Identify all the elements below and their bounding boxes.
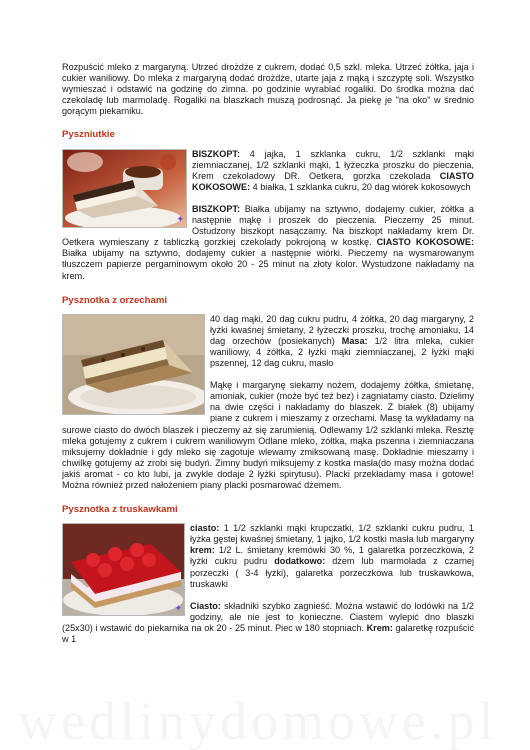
text-run: 1/2 litra mleka, cukier waniliowy, 4 żółtka, 2 łyżki mąki ziemniaczanej, 2 łyżki mąki pszennej, 12 dag cukru, masło <box>210 335 474 369</box>
recipe-photo <box>62 314 205 415</box>
text-run: Białka ubijamy na sztywno, dodajemy cukier a następnie wiórki. Pieczemy na wysmarowanym tłuszczem papierze pergaminowym około 20 - 25 minut na złoty kolor. Wystudzone nakładamy na krem. <box>62 248 474 281</box>
text-run: 4 jajka, 1 szklanka cukru, 1/2 szklanki mąki ziemniaczanej, 1/2 szklanki mąki, 1 łyżeczka proszku do pieczenia, Krem czekoladowy DR. Oetkera, gorzka czekolada <box>192 148 474 181</box>
recipe-pysznotka-z-truskawkami <box>62 504 474 645</box>
text-run: Białka ubijamy na sztywno, dodajemy cukier, żółtka a następnie mąkę i proszek do pieczenia. Pieczemy 25 minut. Ostudzony biszkopt nasączamy. Na biszkopt nakładamy krem Dr. Oetkera wymieszany z tabliczką gorzkiej czekolady pokrojoną w kostkę. <box>62 203 474 248</box>
bold-label: BISZKOPT: <box>192 148 240 159</box>
recipe-pysznotka-z-orzechami <box>62 295 474 492</box>
recipe-title: Pyszniutkie <box>62 129 115 141</box>
bold-label: BISZKOPT: <box>192 203 240 214</box>
bold-label: CIASTO KOKOSOWE: <box>376 237 474 248</box>
bold-label: Masa: <box>341 335 368 346</box>
recipe-title: Pysznotka z truskawkami <box>62 504 178 516</box>
text-run: 4 białka, 1 szklanka cukru, 20 dag wiórek kokosowych <box>250 181 471 192</box>
photo-corner-icon: ✦ <box>176 214 184 225</box>
text-run: składniki szybko zagnieść. Można wstawić do lodówki na 1/2 godziny, ale nie jest to konieczne. Ciastem wylepić dno blaszki (25x30) i wstawić do piekarnika na ok 20 - 25 minut. Piec w 180 stopniach. <box>62 600 474 633</box>
text-run: 40 dag mąki, 20 dag cukru pudru, 4 żółtka, 20 dag margaryny, 2 łyżki kwaśnej śmietany, 2 łyżeczki proszku, trochę amoniaku, 14 dag orzechów (posiekanych) <box>210 313 474 346</box>
bold-label: ciasto: <box>190 523 220 534</box>
text-run: 1 1/2 szklanki mąki krupczatki, 1/2 szklanki cukru pudru, 1 łyżka gęstej kwaśnej śmietany, 1 jajko, 1/2 kostki masła lub margaryny <box>190 523 474 545</box>
recipe-photo <box>62 149 187 228</box>
intro-paragraph: Rozpuścić mleko z margaryną. Utrzeć drożdże z cukrem, dodać 0,5 szkl. mleka. Utrzeć żółtka, jaja i cukier waniliowy. Do mleka z margaryną dodać drożdże, utarte jaja z mąką i szczyptę soli. Wszystko wymieszać i odstawić na godzinę do zimna. po godzinie wyrabiać rogaliki. Do środka można dać czekoladę lub marmoladę. Rogaliki na blaszkach muszą podrosnąć. Ja piekę je "na oko" w średnio gorącym piekarniku. <box>62 62 474 117</box>
document-page <box>62 62 474 645</box>
watermark <box>18 690 518 750</box>
bold-label: CIASTO KOKOSOWE: <box>192 170 474 192</box>
bold-label: Krem: <box>366 622 393 633</box>
text-run: Mąkę i margarynę siekamy nożem, dodajemy żółtka, śmietanę, amoniak, cukier (może być też bez) i zagniatamy ciasto. Dzielimy na dwie części i nakładamy do blaszek. Z białek (8) ubijamy piane z cukrem i mieszamy z orzechami. Masę ta wykładamy na surowe ciasto do dwóch blaszek i pieczemy aż się zarumienią. Odlewamy 1/2 szklanki mleka. Resztę mleka gotujemy z cukrem i cukrem waniliowym Odlane mleko, żółtka, mąka pszenna i ziemniaczana miksujemy dokładnie i gdy mleko się zagotuje wlewamy zmiksowaną masę. Dokładnie mieszamy i chwilkę gotujemy aż zrobi się budyń. Zimny budyń miksujemy z kostka masła(do masy można dodać jakiś aromat - co kto lubi, ja zwykle dodaje 2 łyżki spirytusu). Placki przekładamy masa i gotowe! Można również przed nałożeniem piany placki posmarować dżemem. <box>62 380 474 490</box>
photo-corner-icon: ✦ <box>174 603 182 614</box>
text-run: galaretkę rozpuścić w 1 <box>62 622 474 645</box>
bold-label: krem: <box>190 545 215 556</box>
text-run: 1/2 L. śmietany kremówki 30 %, 1 galaretka porzeczkowa, 2 łyżki cukru pudru <box>190 545 474 567</box>
recipe-photo <box>62 523 185 616</box>
text-run: dżem lub marmolada z czarnej porzeczki ( 3-4 łyżki), galaretka porzeczkowa lub truskawkowa, truskawki <box>190 556 474 589</box>
bold-label: dodatkowo: <box>274 556 326 567</box>
recipe-pyszniutkie <box>62 129 474 281</box>
recipe-title: Pysznotka z orzechami <box>62 294 168 306</box>
bold-label: Ciasto: <box>190 600 221 611</box>
